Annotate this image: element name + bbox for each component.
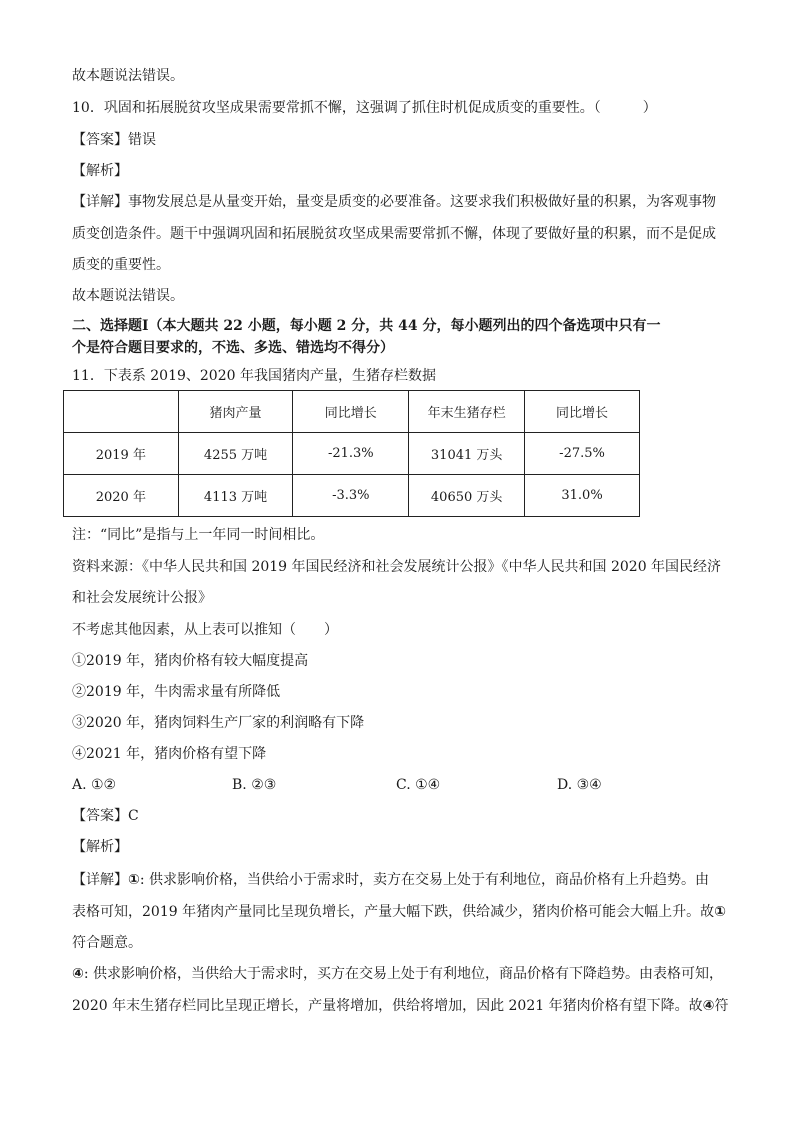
q11-item-1: ①2019 年，猪肉价格有较大幅度提高 <box>72 653 309 669</box>
table-header-cell: 同比增长 <box>525 391 640 433</box>
table-cell: 2019 年 <box>64 433 179 475</box>
q11-item-2: ②2019 年，牛肉需求量有所降低 <box>72 684 281 700</box>
table-header-cell: 年末生猪存栏 <box>409 391 525 433</box>
q11-item-4: ④2021 年，猪肉价格有望下降 <box>72 746 267 762</box>
option-b: B. ②③ <box>232 777 277 793</box>
q11-answer <box>72 806 139 826</box>
q10-conclusion: 故本题说法错误。 <box>72 288 184 304</box>
table-cell: -21.3% <box>293 433 409 475</box>
source-line-2: 和社会发展统计公报》 <box>72 590 212 606</box>
q10-detail-line-2: 质变创造条件。题干中强调巩固和拓展脱贫攻坚成果需要常抓不懈，体现了要做好量的积累，而不是促成 <box>72 226 716 242</box>
q10-detail-line-3: 质变的重要性。 <box>72 257 170 273</box>
table-cell: 4113 万吨 <box>178 475 293 517</box>
source-line-1: 资料来源：《中华人民共和国 2019 年国民经济和社会发展统计公报》《中华人民共和国 2020 年国民经济 <box>72 559 722 575</box>
table-cell: -3.3% <box>293 475 409 517</box>
table-row <box>64 433 640 475</box>
detail-tag: 【详解】 <box>72 872 128 888</box>
q10-answer <box>72 130 156 150</box>
question-10-stem: 10．巩固和拓展脱贫攻坚成果需要常抓不懈，这强调了抓住时机促成质变的重要性。（ ） <box>72 100 657 116</box>
detail-text: 符 <box>714 998 729 1014</box>
point-marker: ④ <box>702 998 715 1014</box>
table-cell: 40650 万头 <box>409 475 525 517</box>
option-c: C. ①④ <box>396 777 441 793</box>
table-cell: 2020 年 <box>64 475 179 517</box>
section-2-heading-line-2: 个是符合题目要求的，不选、多选、错选均不得分） <box>72 340 394 356</box>
pork-data-table <box>63 390 640 517</box>
answer-value: 错误 <box>128 132 156 148</box>
option-d: D. ③④ <box>557 777 602 793</box>
q11-analysis-tag: 【解析】 <box>72 839 128 855</box>
table-cell: 31041 万头 <box>409 433 525 475</box>
table-cell: 31.0% <box>525 475 640 517</box>
answer-value: C <box>128 808 139 824</box>
table-note: 注：“同比”是指与上一年同一时间相比。 <box>72 527 325 543</box>
q10-analysis-tag: 【解析】 <box>72 163 128 179</box>
point-marker: ① <box>714 904 726 920</box>
q11-item-3: ③2020 年，猪肉饲料生产厂家的利润略有下降 <box>72 715 365 731</box>
q11-detail-4-line-1 <box>72 964 723 984</box>
table-cell: -27.5% <box>525 433 640 475</box>
q11-detail-1-line-3: 符合题意。 <box>72 935 142 951</box>
q10-tail-text: 故本题说法错误。 <box>72 68 184 84</box>
table-header-row <box>64 391 640 433</box>
detail-text: 2020 年末生猪存栏同比呈现正增长，产量将增加，供给将增加，因此 2021 年猪肉价格有望下降。故 <box>72 998 703 1014</box>
q11-detail-1-line-2 <box>72 902 726 922</box>
option-a: A. ①② <box>72 777 117 793</box>
answer-tag: 【答案】 <box>72 132 128 148</box>
question-11-stem: 11．下表系 2019、2020 年我国猪肉产量，生猪存栏数据 <box>72 368 436 384</box>
point-marker: ④ <box>72 966 84 982</box>
detail-text: 表格可知，2019 年猪肉产量同比呈现负增长，产量大幅下跌，供给减少，猪肉价格可能会大幅上升。故 <box>72 904 715 920</box>
point-marker: ① <box>128 872 140 888</box>
answer-tag: 【答案】 <box>72 808 128 824</box>
table-header-cell <box>64 391 179 433</box>
table-header-cell: 同比增长 <box>293 391 409 433</box>
detail-text: : 供求影响价格，当供给小于需求时，卖方在交易上处于有利地位，商品价格有上升趋势。由 <box>139 872 710 888</box>
table-header-cell: 猪肉产量 <box>178 391 293 433</box>
q11-prompt: 不考虑其他因素，从上表可以推知（ ） <box>72 622 338 638</box>
q11-detail-4-line-2 <box>72 996 728 1016</box>
q11-detail-1-line-1 <box>72 870 709 890</box>
detail-text: : 供求影响价格，当供给大于需求时，买方在交易上处于有利地位，商品价格有下降趋势。由表格可知， <box>83 966 724 982</box>
section-2-heading-line-1: 二、选择题Ⅰ（本大题共 22 小题，每小题 2 分，共 44 分，每小题列出的四个备选项中只有一 <box>72 318 661 334</box>
table-cell: 4255 万吨 <box>178 433 293 475</box>
q10-detail-line-1: 【详解】事物发展总是从量变开始，量变是质变的必要准备。这要求我们积极做好量的积累，为客观事物 <box>72 194 716 210</box>
table-row <box>64 475 640 517</box>
